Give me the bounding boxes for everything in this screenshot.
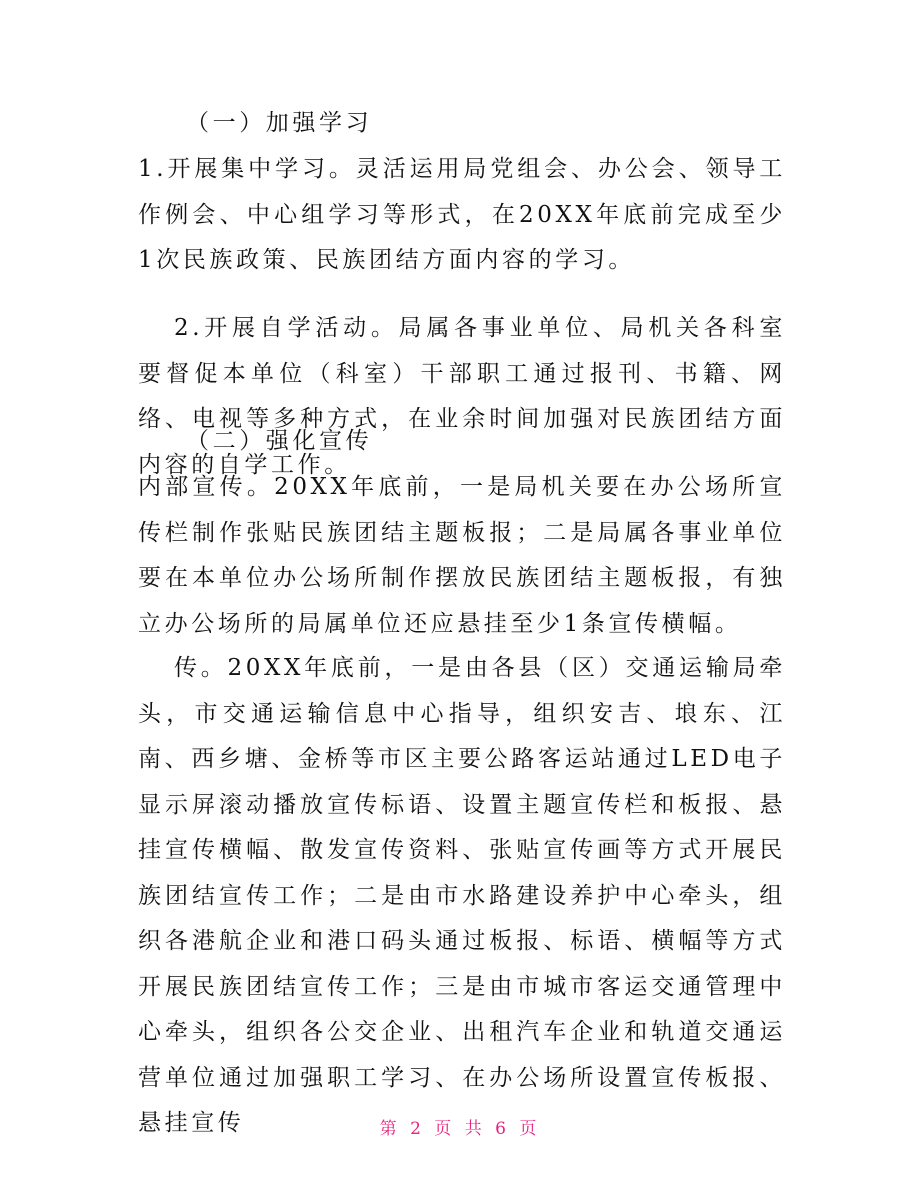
- section-heading-strengthen-publicity: （二）强化宣传: [186, 428, 373, 454]
- section-heading-strengthen-study: （一）加强学习: [186, 110, 373, 136]
- paragraph-external-publicity: 传。20XX年底前，一是由各县（区）交通运输局牵头，市交通运输信息中心指导，组织安吉、埌东、江南、西乡塘、金桥等市区主要公路客运站通过LED电子显示屏滚动播放宣传标语、设置主题宣传栏和板报、悬挂宣传横幅、散发宣传资料、张贴宣传画等方式开展民族团结宣传工作；二是由市水路建设养护中心牵头，组织各港航企业和港口码头通过板报、标语、横幅等方式开展民族团结宣传工作；三是由市城市客运交通管理中心牵头，组织各公交企业、出租汽车企业和轨道交通运营单位通过加强职工学习、在办公场所设置宣传板报、悬挂宣传: [138, 655, 786, 1136]
- paragraph-internal-publicity: 内部宣传。20XX年底前，一是局机关要在办公场所宣传栏制作张贴民族团结主题板报；二是局属各事业单位要在本单位办公场所制作摆放民族团结主题板报，有独立办公场所的局属单位还应悬挂至少1条宣传横幅。: [138, 474, 786, 637]
- page-number-footer: 第 2 页 共 6 页: [379, 1119, 541, 1139]
- paragraph-concentrated-study: 1.开展集中学习。灵活运用局党组会、办公会、领导工作例会、中心组学习等形式，在20XX年底前完成至少1次民族政策、民族团结方面内容的学习。: [138, 156, 786, 273]
- paragraph-self-study: 2.开展自学活动。局属各事业单位、局机关各科室要督促本单位（科室）干部职工通过报刊、书籍、网络、电视等多种方式，在业余时间加强对民族团结方面内容的自学工作。: [138, 315, 786, 478]
